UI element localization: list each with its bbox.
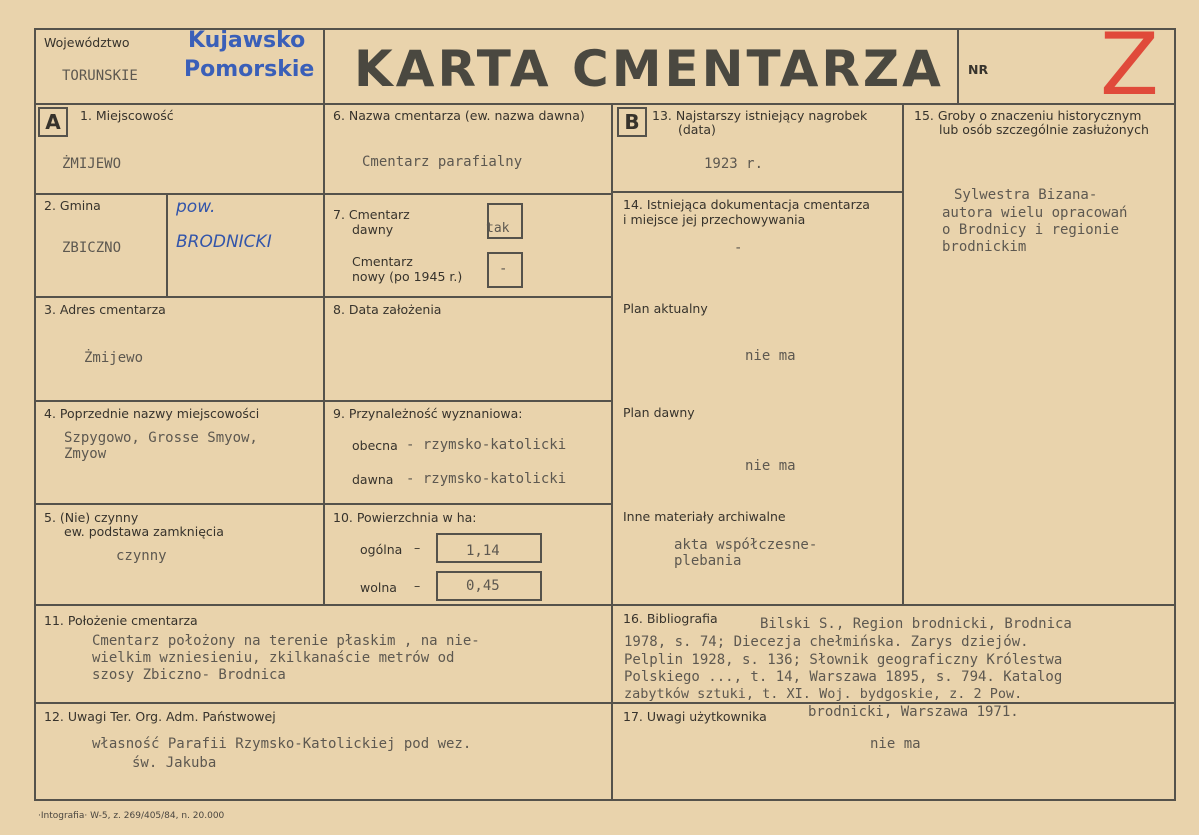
field-13-value: 1923 r. [704, 156, 764, 172]
frame-right [1174, 28, 1176, 801]
field-3-label: 3. Adres cmentarza [44, 302, 166, 317]
field-10-wolna-label: wolna [360, 580, 397, 595]
print-footer: ·Intografia· W-5, z. 269/405/84, n. 20.000 [38, 811, 225, 821]
field-15-label-line1: 15. Groby o znaczeniu historycznym [914, 108, 1142, 123]
nr-value: Z [1100, 15, 1159, 115]
field-3-value: Żmijewo [84, 350, 144, 366]
field-13-label-line1: 13. Najstarszy istniejący nagrobek [652, 108, 868, 123]
field-2-value: ZBICZNO [62, 240, 122, 256]
row-line-3 [34, 400, 613, 402]
field-5-label-line1: 5. (Nie) czynny [44, 510, 139, 525]
field-14-label-line1: 14. Istniejąca dokumentacja cmentarza [623, 197, 870, 212]
field-2-hand-label: pow. [176, 197, 216, 217]
stamp-line1: Kujawsko [188, 28, 306, 53]
row-line-5 [34, 604, 1176, 606]
field-17-value: nie ma [870, 736, 921, 752]
field-10-wolna-value: 0,45 [466, 578, 500, 594]
header-vline-2 [957, 28, 959, 105]
field-14-label-line2: i miejsce jej przechowywania [623, 212, 806, 227]
field-15-line1: Sylwestra Bizana- [954, 187, 1098, 203]
wojewodztwo-value: TORUNSKIE [62, 68, 138, 84]
field-7-label-nowy1: Cmentarz [352, 254, 413, 269]
row-line-4 [34, 503, 613, 505]
inne-materialy-line2: plebania [674, 553, 742, 569]
field-5-value: czynny [116, 548, 167, 564]
field-2-label: 2. Gmina [44, 198, 101, 213]
field-12-line1: własność Parafii Rzymsko-Katolickiej pod wez. [92, 736, 472, 752]
field-9-dawna-value: - rzymsko-katolicki [406, 471, 567, 487]
field-7-value-nowy: - [499, 261, 508, 277]
wojewodztwo-label: Województwo [44, 35, 130, 50]
field-9-obecna-value: - rzymsko-katolicki [406, 437, 567, 453]
field-11-label: 11. Położenie cmentarza [44, 613, 198, 628]
frame-left [34, 28, 36, 801]
field-10-ogolna-label: ogólna [360, 542, 403, 557]
col-line-gmina [166, 193, 168, 297]
field-4-value-line1: Szpygowo, Grosse Smyow, [64, 430, 258, 446]
field-9-obecna-label: obecna [352, 438, 398, 453]
field-12-line2: św. Jakuba [132, 755, 217, 771]
plan-aktualny-label: Plan aktualny [623, 301, 708, 316]
field-16-line5: zabytków sztuki, t. XI. Woj. bydgoskie, z. 2 Pow. [624, 686, 1023, 702]
field-6-value: Cmentarz parafialny [362, 154, 523, 170]
field-17-label: 17. Uwagi użytkownika [623, 709, 767, 724]
field-16-line4: Polskiego ..., t. 14, Warszawa 1895, s. 794. Katalog [624, 669, 1063, 685]
row-line-1b [611, 191, 904, 193]
header-vline-1 [323, 28, 325, 105]
field-5-label-line2: ew. podstawa zamknięcia [64, 524, 224, 539]
field-11-line2: wielkim wzniesieniu, zkilkanaście metrów od [92, 650, 455, 666]
field-11-line1: Cmentarz położony na terenie płaskim , na nie- [92, 633, 480, 649]
field-7-label-nowy2: nowy (po 1945 r.) [352, 269, 463, 284]
field-7-label-dawny1: 7. Cmentarz [333, 207, 410, 222]
inne-materialy-label: Inne materiały archiwalne [623, 509, 786, 524]
field-7-value-dawny: tak [486, 221, 510, 236]
row-line-2 [34, 296, 613, 298]
field-11-line3: szosy Zbiczno- Brodnica [92, 667, 286, 683]
inne-materialy-line1: akta współczesne- [674, 537, 818, 553]
field-1-value: ŻMIJEWO [62, 156, 122, 172]
field-16-line3: Pelplin 1928, s. 136; Słownik geograficzny Królestwa [624, 652, 1063, 668]
field-8-label: 8. Data założenia [333, 302, 442, 317]
field-15-line3: o Brodnicy i regionie [942, 222, 1120, 238]
field-2-hand-value: BRODNICKI [176, 232, 272, 252]
field-15-label-line2: lub osób szczególnie zasłużonych [939, 122, 1149, 137]
section-a-marker: A [38, 107, 68, 137]
field-13-label-line2: (data) [678, 122, 716, 137]
field-16-label: 16. Bibliografia [623, 611, 718, 626]
header-divider [34, 103, 1176, 105]
frame-bottom [34, 799, 1176, 801]
field-4-label: 4. Poprzednie nazwy miejscowości [44, 406, 260, 421]
field-10-ogolna-dash: – [414, 540, 421, 555]
field-10-ogolna-value: 1,14 [466, 543, 500, 559]
field-10-label: 10. Powierzchnia w ha: [333, 510, 477, 525]
field-15-line2: autora wielu opracowań [942, 205, 1128, 221]
field-12-label: 12. Uwagi Ter. Org. Adm. Państwowej [44, 709, 276, 724]
field-10-wolna-dash: – [414, 578, 421, 593]
field-14-value: - [734, 240, 743, 256]
field-16-line6: brodnicki, Warszawa 1971. [808, 704, 1019, 720]
field-16-line1: Bilski S., Region brodnicki, Brodnica [760, 616, 1072, 632]
nr-label: NR [968, 62, 989, 77]
col-line-b [611, 103, 613, 801]
field-6-label: 6. Nazwa cmentarza (ew. nazwa dawna) [333, 108, 585, 123]
field-9-dawna-label: dawna [352, 472, 394, 487]
col-line-a [323, 103, 325, 606]
row-line-1 [34, 193, 613, 195]
plan-dawny-value: nie ma [745, 458, 796, 474]
plan-aktualny-value: nie ma [745, 348, 796, 364]
col-line-c [902, 103, 904, 606]
plan-dawny-label: Plan dawny [623, 405, 695, 420]
field-9-label: 9. Przynależność wyznaniowa: [333, 406, 523, 421]
field-15-line4: brodnickim [942, 239, 1027, 255]
section-b-marker: B [617, 107, 647, 137]
field-16-line2: 1978, s. 74; Diecezja chełmińska. Zarys dziejów. [624, 634, 1029, 650]
field-4-value-line2: Zmyow [64, 446, 107, 462]
field-1-label: 1. Miejscowość [80, 108, 174, 123]
field-7-label-dawny2: dawny [352, 222, 394, 237]
page-title: KARTA CMENTARZA [354, 40, 944, 98]
stamp-line2: Pomorskie [184, 57, 315, 82]
